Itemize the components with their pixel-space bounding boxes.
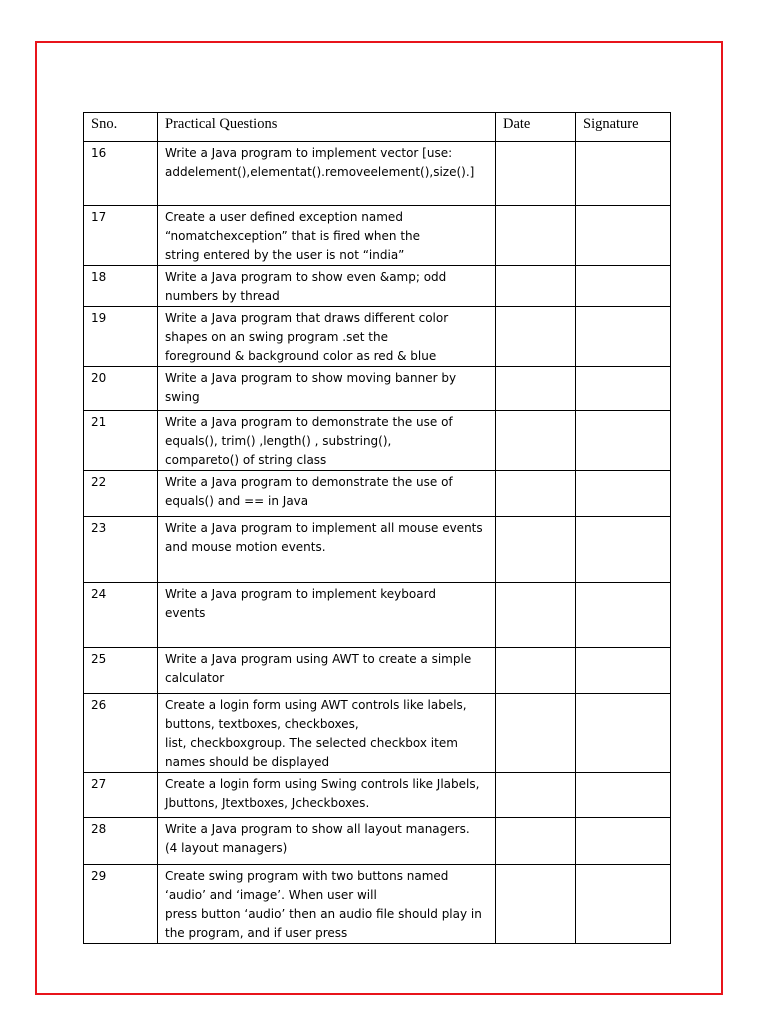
- header-practical-questions: Practical Questions: [158, 113, 496, 142]
- table-row: [84, 367, 671, 411]
- table-row: [84, 773, 671, 818]
- row-sno: 24: [84, 583, 158, 648]
- row-sno: 20: [84, 367, 158, 411]
- row-question: Create a login form using Swing controls like Jlabels, Jbuttons, Jtextboxes, Jcheckboxes.: [158, 773, 496, 818]
- row-signature-cell: [576, 517, 671, 583]
- row-sno: 19: [84, 307, 158, 367]
- row-date-cell: [496, 583, 576, 648]
- table-row: [84, 411, 671, 471]
- table-header-row: [84, 113, 671, 142]
- table-body: [84, 142, 671, 944]
- row-sno: 22: [84, 471, 158, 517]
- header-date: Date: [496, 113, 576, 142]
- row-signature-cell: [576, 583, 671, 648]
- row-date-cell: [496, 307, 576, 367]
- row-signature-cell: [576, 773, 671, 818]
- table-row: [84, 648, 671, 694]
- row-date-cell: [496, 367, 576, 411]
- row-date-cell: [496, 517, 576, 583]
- row-sno: 29: [84, 865, 158, 944]
- row-signature-cell: [576, 142, 671, 206]
- row-sno: 25: [84, 648, 158, 694]
- row-signature-cell: [576, 266, 671, 307]
- table-row: [84, 694, 671, 773]
- row-question: Write a Java program to show even &amp; odd numbers by thread: [158, 266, 496, 307]
- row-sno: 18: [84, 266, 158, 307]
- row-date-cell: [496, 411, 576, 471]
- row-date-cell: [496, 142, 576, 206]
- row-question: Write a Java program to implement keyboard events: [158, 583, 496, 648]
- row-question: Create a login form using AWT controls like labels, buttons, textboxes, checkboxes, list, checkboxgroup. The selected checkbox item names should be displayed: [158, 694, 496, 773]
- row-question: Write a Java program to demonstrate the use of equals() and == in Java: [158, 471, 496, 517]
- table-row: [84, 471, 671, 517]
- row-signature-cell: [576, 648, 671, 694]
- row-date-cell: [496, 266, 576, 307]
- table-row: [84, 818, 671, 865]
- table-row: [84, 206, 671, 266]
- table-row: [84, 517, 671, 583]
- row-date-cell: [496, 471, 576, 517]
- row-date-cell: [496, 206, 576, 266]
- row-signature-cell: [576, 694, 671, 773]
- row-signature-cell: [576, 865, 671, 944]
- row-signature-cell: [576, 818, 671, 865]
- table-row: [84, 865, 671, 944]
- table-row: [84, 583, 671, 648]
- row-sno: 21: [84, 411, 158, 471]
- row-sno: 28: [84, 818, 158, 865]
- row-date-cell: [496, 865, 576, 944]
- header-signature: Signature: [576, 113, 671, 142]
- row-question: Write a Java program to implement all mouse events and mouse motion events.: [158, 517, 496, 583]
- row-sno: 23: [84, 517, 158, 583]
- row-signature-cell: [576, 411, 671, 471]
- header-sno: Sno.: [84, 113, 158, 142]
- table-row: [84, 142, 671, 206]
- row-question: Create a user defined exception named “nomatchexception” that is fired when the string entered by the user is not “india”: [158, 206, 496, 266]
- row-signature-cell: [576, 206, 671, 266]
- row-sno: 16: [84, 142, 158, 206]
- row-question: Write a Java program that draws different color shapes on an swing program .set the foreground & background color as red & blue: [158, 307, 496, 367]
- row-question: Write a Java program to implement vector [use: addelement(),elementat().removeelement(),size().]: [158, 142, 496, 206]
- row-signature-cell: [576, 367, 671, 411]
- row-question: Write a Java program to demonstrate the use of equals(), trim() ,length() , substring(), compareto() of string class: [158, 411, 496, 471]
- row-question: Write a Java program to show all layout managers. (4 layout managers): [158, 818, 496, 865]
- row-date-cell: [496, 694, 576, 773]
- row-sno: 26: [84, 694, 158, 773]
- row-date-cell: [496, 818, 576, 865]
- table-row: [84, 307, 671, 367]
- row-sno: 27: [84, 773, 158, 818]
- row-sno: 17: [84, 206, 158, 266]
- row-date-cell: [496, 773, 576, 818]
- row-signature-cell: [576, 307, 671, 367]
- row-signature-cell: [576, 471, 671, 517]
- practicals-table: [83, 112, 671, 944]
- row-question: Write a Java program using AWT to create a simple calculator: [158, 648, 496, 694]
- table-row: [84, 266, 671, 307]
- row-date-cell: [496, 648, 576, 694]
- row-question: Create swing program with two buttons named ‘audio’ and ‘image’. When user will press button ‘audio’ then an audio file should play in the program, and if user press: [158, 865, 496, 944]
- row-question: Write a Java program to show moving banner by swing: [158, 367, 496, 411]
